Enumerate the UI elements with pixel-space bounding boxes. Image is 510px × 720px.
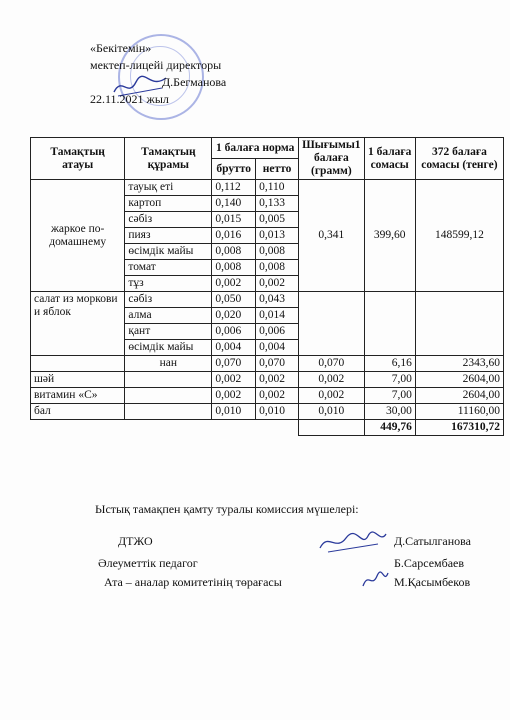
header-norm: 1 балаға норма [212, 138, 299, 159]
netto-value: 0,005 [256, 212, 299, 228]
brutto-value: 0,010 [212, 404, 256, 420]
netto-value: 0,013 [256, 228, 299, 244]
netto-value: 0,010 [256, 404, 299, 420]
ingredient-empty [125, 388, 212, 404]
brutto-value: 0,002 [212, 276, 256, 292]
member-signature [318, 530, 388, 555]
brutto-value: 0,112 [212, 180, 256, 196]
brutto-value: 0,002 [212, 372, 256, 388]
table-row [31, 404, 504, 420]
approval-director-name: Д.Бегманова [162, 75, 227, 89]
ingredient: өсімдік майы [125, 340, 212, 356]
brutto-value: 0,015 [212, 212, 256, 228]
member-name: М.Қасымбеков [394, 575, 471, 589]
netto-value: 0,133 [256, 196, 299, 212]
ingredient: өсімдік майы [125, 244, 212, 260]
netto-value: 0,006 [256, 324, 299, 340]
dish-name: витамин «С» [31, 388, 125, 404]
table-row [31, 292, 504, 308]
header-composition: Тамақтың құрамы [125, 138, 212, 180]
netto-value: 0,110 [256, 180, 299, 196]
approval-block [90, 40, 226, 108]
table-row [31, 372, 504, 388]
brutto-value: 0,050 [212, 292, 256, 308]
output-value: 0,002 [299, 388, 364, 404]
netto-value: 0,002 [256, 372, 299, 388]
netto-value: 0,070 [256, 356, 299, 372]
brutto-value: 0,016 [212, 228, 256, 244]
header-cost-one: 1 балаға сомасы [364, 138, 415, 180]
output-value: 0,002 [299, 372, 364, 388]
header-output: Шығымы1 балаға (грамм) [299, 138, 364, 180]
member-name: Б.Сарсембаев [394, 556, 465, 570]
ingredient: қант [125, 324, 212, 340]
brutto-value: 0,070 [212, 356, 256, 372]
netto-value: 0,014 [256, 308, 299, 324]
header-dish-name: Тамақтың атауы [31, 138, 125, 180]
header-netto: нетто [256, 159, 299, 180]
cost-total-value: 2604,00 [415, 388, 503, 404]
approval-position: мектеп-лицейі директоры [90, 58, 222, 72]
ingredient: сәбіз [125, 212, 212, 228]
total-cost-total: 167310,72 [415, 420, 503, 436]
brutto-value: 0,008 [212, 244, 256, 260]
ingredient: алма [125, 308, 212, 324]
dish-name: бал [31, 404, 125, 420]
header-cost-total: 372 балаға сомасы (тенге) [415, 138, 503, 180]
dish-name: шәй [31, 372, 125, 388]
brutto-value: 0,008 [212, 260, 256, 276]
ingredient: томат [125, 260, 212, 276]
cost-total-empty [415, 292, 503, 356]
ingredient: пияз [125, 228, 212, 244]
approval-title: «Бекітемін» [90, 41, 152, 55]
totals-row [31, 420, 504, 436]
netto-value: 0,008 [256, 260, 299, 276]
netto-value: 0,002 [256, 388, 299, 404]
ingredient-empty [125, 372, 212, 388]
netto-value: 0,002 [256, 276, 299, 292]
brutto-value: 0,004 [212, 340, 256, 356]
netto-value: 0,043 [256, 292, 299, 308]
ingredient: тұз [125, 276, 212, 292]
ingredient: картоп [125, 196, 212, 212]
approval-date: 22.11.2021 жыл [90, 92, 169, 106]
brutto-value: 0,020 [212, 308, 256, 324]
output-empty [299, 292, 364, 356]
ingredient: тауық еті [125, 180, 212, 196]
table-row [31, 180, 504, 196]
cost-one-value: 7,00 [364, 388, 415, 404]
dish-name-empty [31, 356, 125, 372]
output-value: 0,341 [299, 180, 364, 292]
member-role: ДТЖО [118, 534, 153, 548]
cost-one-value: 6,16 [364, 356, 415, 372]
member-role: Әлеуметтік педагог [98, 556, 198, 570]
member-signature [360, 568, 390, 590]
cost-total-value: 11160,00 [415, 404, 503, 420]
ingredient-empty [125, 404, 212, 420]
brutto-value: 0,006 [212, 324, 256, 340]
table-header-row [31, 138, 504, 159]
cost-total-value: 2343,60 [415, 356, 503, 372]
cost-one-value: 399,60 [364, 180, 415, 292]
cost-one-value: 30,00 [364, 404, 415, 420]
member-name: Д.Сатылганова [394, 534, 472, 548]
cost-one-value: 7,00 [364, 372, 415, 388]
ingredient: нан [125, 356, 212, 372]
table-row [31, 388, 504, 404]
total-cost-one: 449,76 [364, 420, 415, 436]
output-value: 0,010 [299, 404, 364, 420]
brutto-value: 0,140 [212, 196, 256, 212]
brutto-value: 0,002 [212, 388, 256, 404]
table-row [31, 356, 504, 372]
netto-value: 0,004 [256, 340, 299, 356]
dish-name: жаркое по-домашнему [31, 180, 125, 292]
member-role: Ата – аналар комитетінің төрағасы [104, 575, 282, 589]
totals-output-empty [299, 420, 364, 436]
cost-total-value: 2604,00 [415, 372, 503, 388]
cost-one-empty [364, 292, 415, 356]
netto-value: 0,008 [256, 244, 299, 260]
commission-title: Ыстық тамақпен қамту туралы комиссия мүшелері: [95, 502, 359, 516]
header-brutto: брутто [212, 159, 256, 180]
cost-total-value: 148599,12 [415, 180, 503, 292]
dish-name: салат из моркови и яблок [31, 292, 125, 356]
output-value: 0,070 [299, 356, 364, 372]
ingredient: сәбіз [125, 292, 212, 308]
menu-table [30, 137, 504, 436]
